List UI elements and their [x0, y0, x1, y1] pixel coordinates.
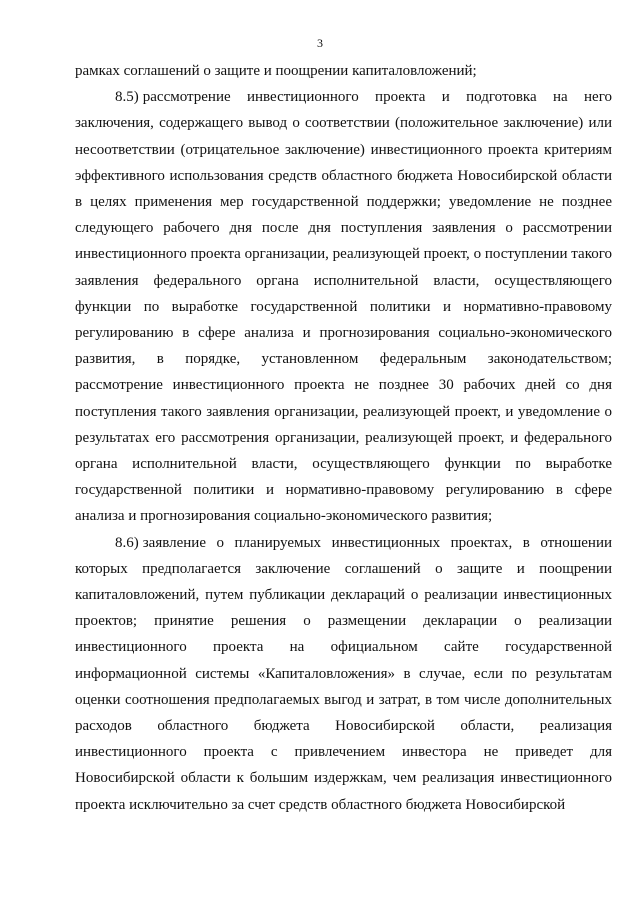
paragraph-text: рамках соглашений о защите и поощрении капиталовложений;	[75, 63, 477, 79]
paragraph-8-5	[75, 84, 612, 529]
paragraph-number: 8.5)	[115, 89, 139, 106]
page-number: 3	[317, 36, 323, 50]
document-body	[75, 58, 612, 818]
paragraph-8-6	[75, 530, 612, 818]
paragraph-continuation	[75, 58, 612, 84]
paragraph-text: рассмотрение инвестиционного проекта и подготовка на него заключения, содержащего вывод о соответствии (положительное заключение) или несоответствии (отрицательное заключение) инвестиционного проекта критериям эффективного использования средств областного бюджета Новосибирской области в целях применения мер государственной поддержки; уведомление не позднее следующего рабочего дня после дня поступления заявления о рассмотрении инвестиционного проекта организации, реализующей проект, о поступлении такого заявления федерального органа исполнительной власти, осуществляющего функции по выработке государственной политики и нормативно-правовому регулированию в сфере анализа и прогнозирования социально-экономического развития, в порядке, установленном федеральным законодательством; рассмотрение инвестиционного проекта не позднее 30 рабочих дней со дня поступления такого заявления организации, реализующей проект, и уведомление о результатах его рассмотрения организации, реализующей проект, и федерального органа исполнительной власти, осуществляющего функции по выработке государственной политики и нормативно-правовому регулированию в сфере анализа и прогнозирования социально-экономического развития;	[75, 89, 612, 525]
paragraph-number: 8.6)	[115, 534, 139, 551]
paragraph-text: заявление о планируемых инвестиционных проектах, в отношении которых предполагается заключение соглашений о защите и поощрении капиталовложений, путем публикации деклараций о реализации инвестиционных проектов; принятие решения о размещении декларации о реализации инвестиционного проекта на официальном сайте государственной информационной системы «Капиталовложения» в случае, если по результатам оценки соотношения предполагаемых выгод и затрат, в том числе дополнительных расходов областного бюджета Новосибирской области, реализация инвестиционного проекта с привлечением инвестора не приведет для Новосибирской области к большим издержкам, чем реализация инвестиционного проекта исключительно за счет средств областного бюджета Новосибирской	[75, 534, 612, 813]
